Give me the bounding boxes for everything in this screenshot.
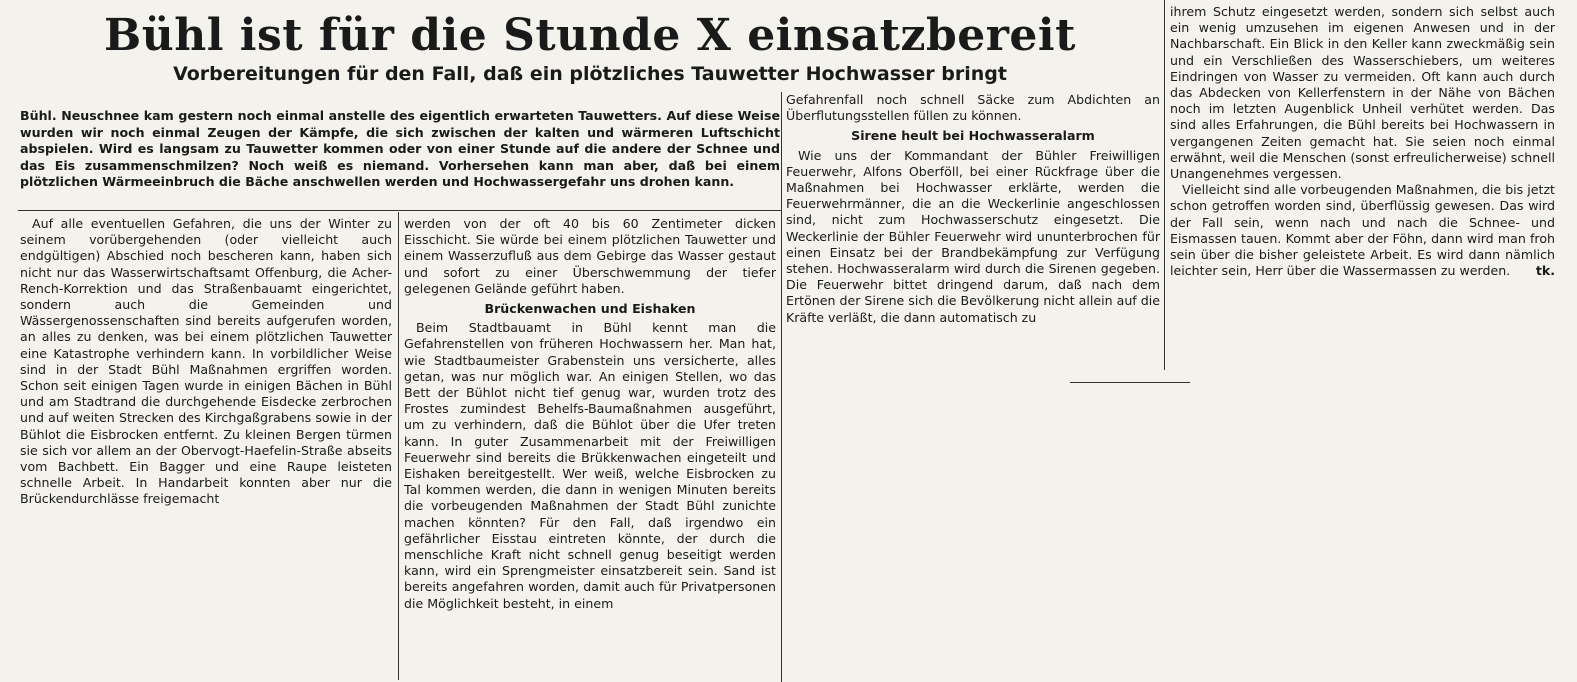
column-2	[404, 216, 776, 612]
article-headline: Bühl ist für die Stunde X einsatzbereit	[104, 10, 1076, 61]
column-3	[786, 92, 1160, 326]
section-heading-bridge-watch: Brückenwachen und Eishaken	[484, 301, 696, 317]
article-lead: Bühl. Neuschnee kam gestern noch einmal anstelle des eigentlich erwarteten Tauwetters. Auf diese Weise wurden wir noch einmal Zeugen der Kämpfe, die sich zwischen der kalten und wärmeren Luftschicht abspielen. Wird es langsam zu Tauwetter kommen oder von einer Stunde auf die andere der Schnee und das Eis zusammenschmilzen? Noch weiß es niemand. Vorhersehen kann man aber, daß bei einem plötzlichen Wärmeeinbruch die Bäche anschwellen werden und Hochwassergefahr uns drohen kann.	[20, 108, 780, 189]
paragraph: ihrem Schutz eingesetzt werden, sondern sich selbst auch ein wenig umzusehen im eigenen Anwesen und in der Nachbarschaft. Ein Blick in den Keller kann zweckmäßig sein und ein Verschließen des Wasserschiebers, um weiteres Eindringen von Wasser zu vermeiden. Oft kann auch durch das Abdecken von Kellerfenstern in der Nähe von Bächen noch im letzten Augenblick Unheil verhütet werden. Das sind alles Erfahrungen, die Bühl bereits bei Hochwassern in vergangenen Zeiten gemacht hat. Sie seien noch einmal erwähnt, weil die Menschen (sonst erfreulicherweise) schnell Unangenehmes vergessen.	[1170, 4, 1555, 182]
column-1	[20, 216, 392, 508]
section-heading-siren: Sirene heult bei Hochwasseralarm	[851, 128, 1095, 144]
paragraph: Wie uns der Kommandant der Bühler Freiwilligen Feuerwehr, Alfons Oberföll, bei einer Rückfrage über die Maßnahmen bei Hochwasser erklärte, werden die Feuerwehrmänner, die an die Weckerlinie angeschlossen sind, nicht zum Hochwasserschutz eingesetzt. Die Weckerlinie der Bühler Feuerwehr wird ununterbrochen für einen Einsatz bei der Brandbekämpfung zur Verfügung stehen. Hochwasseralarm wird durch die Sirenen gegeben. Die Feuerwehr bittet dringend darum, daß nach dem Ertönen der Sirene sich die Bevölkerung nicht allein auf die Kräfte verläßt, die dann automatisch zu	[786, 147, 1160, 325]
column-rule-2	[781, 92, 782, 682]
lead-bottom-rule	[18, 210, 782, 211]
column-rule-1	[398, 212, 399, 680]
author-signoff: tk.	[1535, 263, 1555, 279]
column-4-bottom-rule	[1070, 382, 1190, 383]
paragraph: Auf alle eventuellen Gefahren, die uns der Winter zu seinem vorübergehenden (oder vielleicht auch endgültigen) Abschied noch bescheren kann, haben sich nicht nur das Wasserwirtschaftsamt Offenburg, die Acher-Rench-Korrektion und das Straßenbauamt eingerichtet, sondern auch die Gemeinden und Wässergenossenschaften sind bereits aufgerufen worden, an alles zu denken, was bei einem plötzlichen Tauwetter eine Katastrophe verhindern kann. In vorbildlicher Weise sind in der Stadt Bühl Maßnahmen ergriffen worden. Schon seit einigen Tagen wurde in einigen Bächen in Bühl und am Stadtrand die durchgehende Eisdecke zerbrochen und auf weiten Strecken des Kirchgaßgrabens sowie in der Bühlot die Eisbrocken entfernt. Zu kleinen Bergen türmen sie sich vor allem an der Obervogt-Haefelin-Straße abseits vom Bachbett. Ein Bagger und eine Raupe leisteten schnelle Arbeit. In Handarbeit konnten aber nur die Brückendurchlässe freigemacht	[20, 216, 392, 507]
column-rule-3	[1164, 0, 1165, 370]
column-4	[1170, 4, 1555, 279]
paragraph-text: Vielleicht sind alle vorbeugenden Maßnahmen, die bis jetzt schon getroffen worden sind, überflüssig gewesen. Das wird der Fall sein, wenn nach und nach die Schnee- und Eismassen tauen. Kommt aber der Föhn, dann wird man froh sein über die bisher geleistete Arbeit. Es wird dann nämlich leichter sein, Herr über die Wassermassen zu werden.	[1170, 182, 1555, 279]
article-subheadline: Vorbereitungen für den Fall, daß ein plötzliches Tauwetter Hochwasser bringt	[173, 63, 1007, 85]
paragraph	[1170, 182, 1555, 279]
paragraph: werden von der oft 40 bis 60 Zentimeter dicken Eisschicht. Sie würde bei einem plötzlichen Tauwetter und einem Wasserzufluß aus dem Gebirge das Wasser gestaut und sofort zu einer Überschwemmung der tiefer gelegenen Gelände geführt haben.	[404, 216, 776, 296]
paragraph: Beim Stadtbauamt in Bühl kennt man die Gefahrenstellen von früheren Hochwassern her. Man hat, wie Stadtbaumeister Grabenstein uns versicherte, alles getan, was nur möglich war. An einigen Stellen, wo das Bett der Bühlot nicht tief genug war, wurden trotz des Frostes zumindest Behelfs-Baumaßnahmen ausgeführt, um zu verhindern, daß die Bühlot über die Ufer treten kann. In guter Zusammenarbeit mit der Freiwilligen Feuerwehr sind bereits die Brükkenwachen eingeteilt und Eishaken bereitgestellt. Wer weiß, welche Eisbrocken zu Tal kommen werden, die dann in wenigen Minuten bereits die vorbeugenden Maßnahmen der Stadt Bühl zunichte machen könnten? Für den Fall, daß irgendwo ein gefährlicher Eisstau eintreten könnte, der durch die menschliche Kraft nicht schnell genug beseitigt werden kann, wird ein Sprengmeister einsatzbereit sein. Sand ist bereits angefahren worden, damit auch für Privatpersonen die Möglichkeit besteht, in einem	[404, 320, 776, 611]
paragraph: Gefahrenfall noch schnell Säcke zum Abdichten an Überflutungsstellen füllen zu können.	[786, 92, 1160, 124]
